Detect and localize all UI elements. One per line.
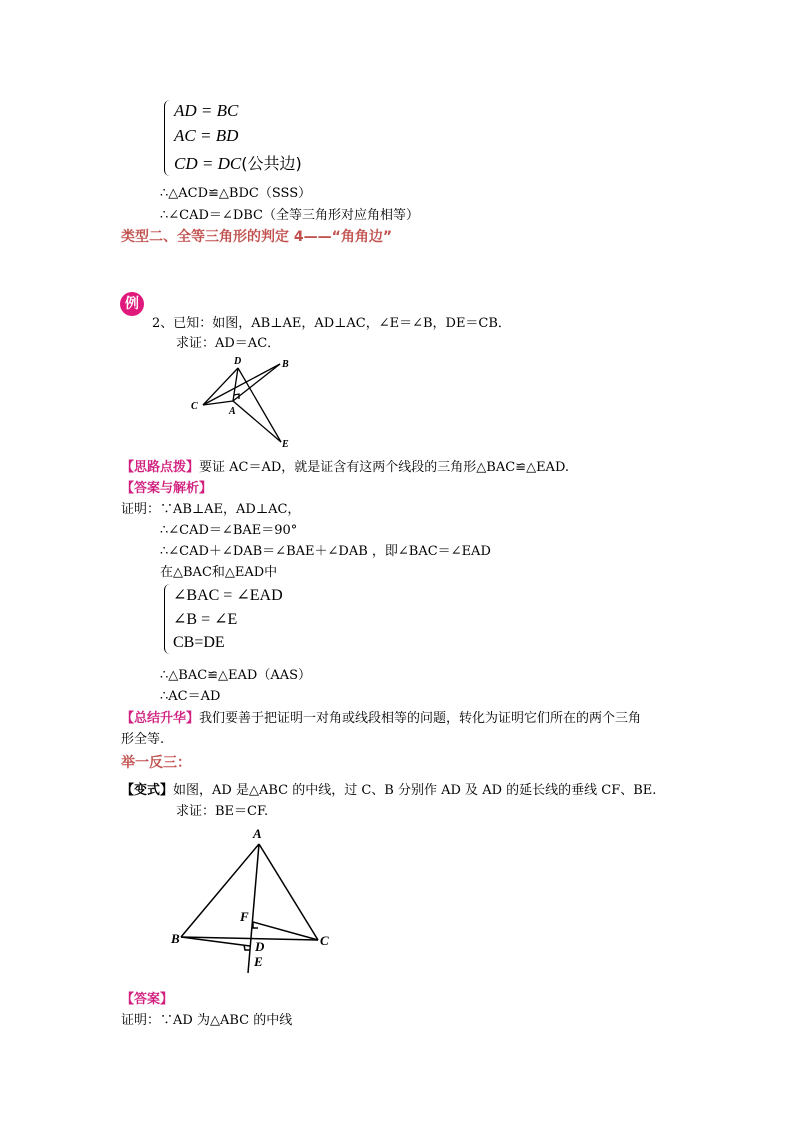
equation-text: CD = DC <box>174 154 242 173</box>
problem-given: 2、已知：如图，AB⊥AE，AD⊥AC，∠E＝∠B，DE＝CB． <box>152 316 511 331</box>
variant-text: 如图，AD 是△ABC 的中线，过 C、B 分别作 AD 及 AD 的延长线的垂线 CF、BE. <box>173 783 657 798</box>
figure-label: E <box>282 439 289 450</box>
hint-tag: 【思路点拨】 <box>121 460 200 475</box>
answer2-tag: 【答案】 <box>121 992 174 1007</box>
figure-label: A <box>253 826 262 841</box>
practice-heading: 举一反三： <box>121 755 191 771</box>
proof-line: ∴∠CAD＝∠DBC（全等三角形对应角相等） <box>160 208 419 223</box>
proof-line: 证明：∵AB⊥AE，AD⊥AC， <box>121 502 301 517</box>
variant-tag: 【变式】 <box>121 783 174 798</box>
proof-line: 在△BAC和△EAD中 <box>160 565 278 580</box>
equation-line: AC = BD <box>174 126 239 145</box>
geometry-figure-2 <box>168 820 338 980</box>
geometry-figure-1 <box>185 350 305 450</box>
equation-line: ∠BAC = ∠EAD <box>173 587 283 604</box>
proof-line: ∴△BAC≌△EAD（AAS） <box>160 668 312 683</box>
summary-line <box>121 707 641 726</box>
section-heading: 类型二、全等三角形的判定 4——“角角边” <box>121 229 393 245</box>
equation-line: ∠B = ∠E <box>173 611 238 628</box>
proof-line: ∴∠CAD＋∠DAB＝∠BAE＋∠DAB ，即∠BAC＝∠EAD <box>160 544 491 559</box>
figure-label: B <box>282 359 289 370</box>
figure-label: C <box>191 401 198 412</box>
summary-tag: 【总结升华】 <box>121 711 200 726</box>
proof-line: 证明：∵AD 为△ABC 的中线 <box>121 1013 293 1028</box>
hint-text: 要证 AC＝AD，就是证含有这两个线段的三角形△BAC≌△EAD. <box>199 460 570 475</box>
equation-line: CB=DE <box>173 634 225 651</box>
summary-line: 形全等. <box>121 732 165 747</box>
summary-text: 我们要善于把证明一对角或线段相等的问题，转化为证明它们所在的两个三角 <box>199 711 642 726</box>
figure-label: F <box>240 909 249 924</box>
variant-line <box>121 779 656 798</box>
proof-line: ∴AC＝AD <box>160 689 221 704</box>
proof-line: ∴△ACD≌△BDC（SSS） <box>160 186 312 201</box>
figure-label: A <box>229 406 236 417</box>
equation-brace <box>164 100 173 176</box>
answer-tag: 【答案与解析】 <box>121 481 213 496</box>
figure-label: B <box>171 931 180 946</box>
equation-line <box>174 151 302 174</box>
figure-label: E <box>254 954 263 969</box>
equation-line: AD = BC <box>174 101 239 120</box>
figure-label: D <box>234 356 242 367</box>
hint-line <box>121 456 569 475</box>
proof-line: ∴∠CAD＝∠BAE＝90° <box>160 523 298 538</box>
equation-brace <box>164 584 173 654</box>
figure-label: D <box>255 939 265 954</box>
example-badge-icon: 例 <box>120 292 144 316</box>
variant-prove: 求证：BE＝CF. <box>176 804 269 819</box>
equation-note: (公共边) <box>241 154 302 173</box>
problem-prove: 求证：AD＝AC． <box>176 336 281 351</box>
figure-label: C <box>320 933 329 948</box>
